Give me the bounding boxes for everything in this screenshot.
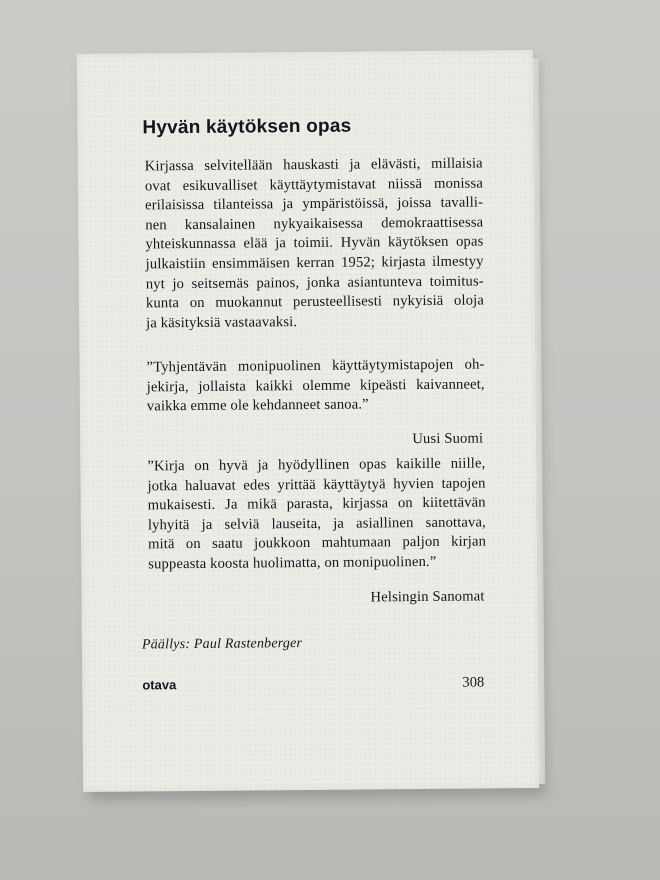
review-quote-2	[147, 454, 486, 575]
book-title: Hyvän käytöksen opas	[142, 115, 352, 139]
page-edge	[533, 58, 545, 784]
quote-line: suppeasta koosta huolimatta, on monipuolinen.”	[148, 553, 437, 573]
description-line: ja käsityksiä vastaavaksi.	[146, 313, 298, 332]
cover-credit: Päällys: Paul Rastenberger	[141, 636, 303, 653]
description-line: Kirjassa selvitellään hauskasti ja elävästi, millaisia	[144, 155, 483, 175]
quote-line: ”Kirja on hyvä ja hyödyllinen opas kaikille niille,	[147, 455, 486, 475]
description-line: julkaistiin ensimmäisen kerran 1952; kirjasta ilmestyy	[145, 253, 484, 273]
description-line: ovat esikuvalliset käyttäytymistavat niissä monissa	[144, 175, 484, 195]
quote-line: lyhyitä ja selviä lauseita, ja asiallinen sanottava,	[147, 514, 486, 534]
quote-source-2: Helsingin Sanomat	[370, 588, 485, 606]
quote-line: jekirja, jollaista kaikki olemme kipeästi kaivanneet,	[146, 376, 485, 395]
quote-line: jotka haluavat edes yrittää käyttäytyä hyvien tapojen	[147, 475, 486, 494]
description-line: erilaisissa tilanteissa ja ympäristöissä, joissa tavalli-	[145, 194, 484, 214]
publisher-logo: otava	[142, 677, 177, 693]
description-line: nen kansalainen nykyaikaisessa demokraattisessa	[145, 214, 484, 234]
quote-source-1: Uusi Suomi	[412, 430, 484, 448]
quote-line: mukaisesti. Ja mikä parasta, kirjassa on kiitettävän	[147, 494, 486, 514]
description-line: yhteiskunnassa elää ja toimii. Hyvän käytöksen opas	[145, 233, 484, 253]
quote-line: mitä on saatu joukkoon mahtumaan paljon kirjan	[148, 533, 487, 553]
description	[145, 154, 485, 333]
book-back-cover	[77, 50, 539, 792]
book-code: 308	[462, 674, 485, 691]
description-line: kunta on muokannut perusteellisesti nykyisiä oloja	[145, 292, 485, 312]
quote-line: ”Tyhjentävän monipuolinen käyttäytymistapojen oh-	[146, 356, 485, 376]
description-line: nyt jo seitsemäs painos, jonka asiantunteva toimitus-	[145, 273, 484, 292]
quote-line: vaikka emme ole kehdanneet sanoa.”	[146, 396, 369, 415]
review-quote-1	[146, 355, 485, 417]
